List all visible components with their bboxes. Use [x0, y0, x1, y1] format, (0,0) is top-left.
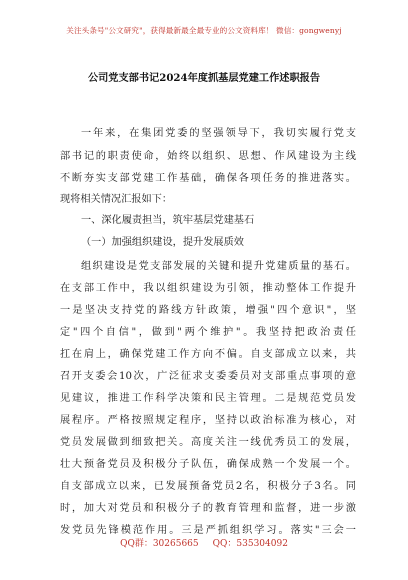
body-line: 一是坚决支持党的路线方针政策，增强"四个意识"，坚: [60, 305, 356, 316]
body-line: 见建议，推进工作科学决策和民主管理。二是规范党员发: [60, 393, 356, 404]
body-line: 不断夯实支部党建工作基础，确保各项任务的推进落实。: [60, 173, 356, 184]
body-line: 壮大预备党员及积极分子队伍，确保成熟一个发展一个。: [60, 459, 356, 470]
body-line: 召开支委会10次，广泛征求支委委员对支部重点事项的意: [60, 371, 356, 382]
body-line: 在支部工作中，我以组织建设为引领，推动整体工作提升: [60, 283, 356, 294]
footer-qq: QQ：535304092: [212, 539, 288, 549]
header-banner: 关注头条号"公文研究"，获得最新最全最专业的公文资料库！ 微信：gongwenyj: [66, 26, 342, 35]
body-line: 时，加大对党员和积极分子的教育管理和监督，进一步激: [60, 503, 356, 514]
body-line: 一年来，在集团党委的坚强领导下，我切实履行党支: [81, 128, 356, 139]
section-heading: 一、深化履责担当，筑牢基层党建基石: [81, 215, 255, 226]
body-line: 组织建设是党支部发展的关键和提升党建质量的基石。: [81, 261, 356, 272]
body-line: 党员发展做到细致把关。高度关注一线优秀员工的发展，: [60, 437, 356, 448]
body-line: 发党员先锋模范作用。三是严抓组织学习。落实"三会一: [60, 525, 356, 536]
body-line: 部书记的职责使命，始终以组织、思想、作风建设为主线: [60, 151, 356, 162]
body-line: 定"四个自信"，做到"两个维护"。我坚持把政治责任: [60, 327, 356, 338]
document-title: 公司党支部书记2024年度抓基层党建工作述职报告: [87, 72, 321, 84]
footer-contact: [0, 536, 408, 549]
body-line: 扛在肩上，确保党建工作方向不偏。自支部成立以来，共: [60, 349, 356, 360]
body-line: 展程序。严格按照规定程序，坚持以政治标准为核心，对: [60, 415, 356, 426]
body-line: 自支部成立以来，已发展预备党员2名，积极分子3名。同: [60, 481, 356, 492]
footer-qq-group: QQ群：30265665: [120, 539, 199, 549]
subsection-heading: （一）加强组织建设，提升发展质效: [81, 237, 244, 248]
body-line: 现将相关情况汇报如下：: [60, 194, 173, 205]
